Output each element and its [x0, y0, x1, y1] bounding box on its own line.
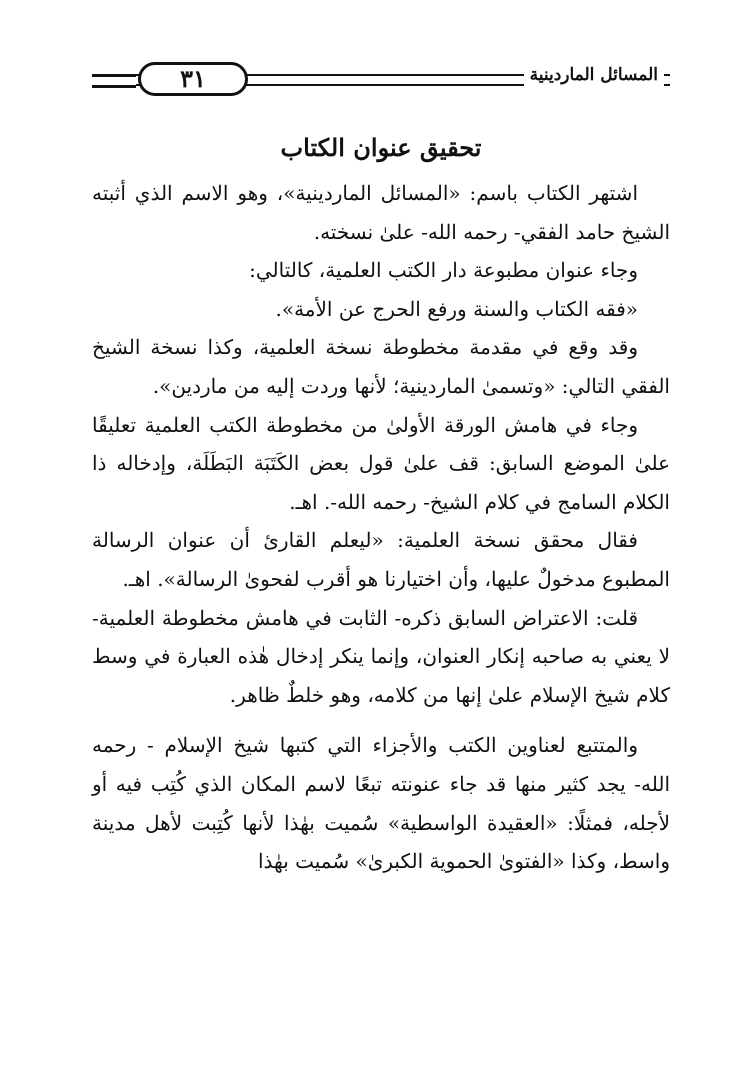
paragraph-3: «فقه الكتاب والسنة ورفع الحرج عن الأمة».	[275, 296, 638, 321]
paragraph-2: وجاء عنوان مطبوعة دار الكتب العلمية، كالتالي:	[249, 258, 638, 283]
paragraph-6: فقال محقق نسخة العلمية: «ليعلم القارئ أن عنوان الرسالة المطبوع مدخولٌ عليها، وأن اختيارنا هو أقرب لفحوىٰ الرسالة». اهـ.	[92, 528, 670, 591]
paragraph-5: وجاء في هامش الورقة الأولىٰ من مخطوطة الكتب العلمية تعليقًا علىٰ الموضع السابق: قف علىٰ قول بعض الكَتَبَة البَطَلَة، وإدخاله ذا الكلام السامج في كلام الشيخ- رحمه الله-. اهـ.	[92, 412, 670, 514]
section-title: تحقيق عنوان الكتاب	[280, 133, 482, 162]
paragraph-7: قلت: الاعتراض السابق ذكره- الثابت في هامش مخطوطة العلمية- لا يعني به صاحبه إنكار العنوان، وإنما ينكر إدخال هٰذه العبارة في وسط كلام شيخ الإسلام علىٰ إنها من كلامه، وهو خلطٌ ظاهر.	[92, 605, 670, 707]
page-number: ٣١	[138, 62, 248, 96]
paragraph-gap	[92, 714, 670, 726]
page-body	[92, 128, 670, 881]
paragraph-4: وقد وقع في مقدمة مخطوطة نسخة العلمية، وكذا نسخة الشيخ الفقي التالي: «وتسمىٰ الماردينية؛ لأنها وردت إليه من ماردين».	[92, 335, 670, 398]
paragraph-8: والمتتبع لعناوين الكتب والأجزاء التي كتبها شيخ الإسلام - رحمه الله- يجد كثير منها قد جاء عنونته تبعًا لاسم المكان الذي كُتِب فيه أو لأجله، فمثلًا: «العقيدة الواسطية» سُميت بهٰذا لأنها كُتِبت لأهل مدينة واسط، وكذا «الفتوىٰ الحموية الكبرىٰ» سُميت بهٰذا	[92, 733, 670, 874]
header-rule-left	[92, 74, 136, 88]
paragraph-1: اشتهر الكتاب باسم: «المسائل الماردينية»، وهو الاسم الذي أثبته الشيخ حامد الفقي- رحمه الله- علىٰ نسخته.	[92, 181, 670, 244]
running-title: المسائل الماردينية	[524, 60, 664, 90]
page-header	[92, 60, 670, 96]
